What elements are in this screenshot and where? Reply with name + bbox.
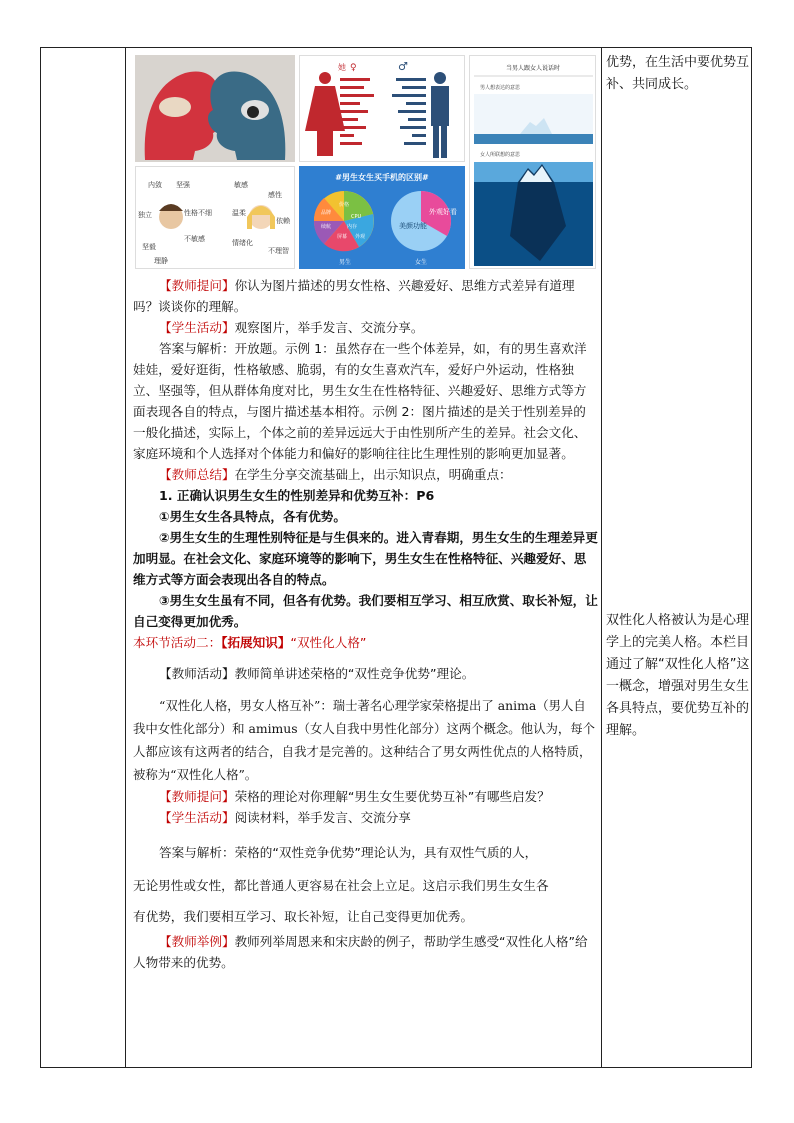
trait-female-2: 温柔 xyxy=(232,209,246,217)
text: 你认为图片描述的男女性格、兴趣爱好、思维方式差异有道理吗？谈谈你的理解。 xyxy=(133,278,575,314)
pie-left-label-5: 屏幕 xyxy=(337,234,348,240)
trait-male-2: 独立 xyxy=(138,211,152,219)
gender-figure-infographic xyxy=(299,55,465,162)
trait-female-5: 不理智 xyxy=(268,247,289,255)
answer-analysis-2-line3: 有优势，我们要相互学习、取长补短，让自己变得更加优秀。 xyxy=(133,909,474,924)
teacher-example xyxy=(133,931,598,973)
pie-left-label-3: 品牌 xyxy=(321,210,332,216)
trait-male-6: 理静 xyxy=(154,257,168,265)
pie-left-label-1: CPU xyxy=(351,214,362,220)
title: “双性化人格” xyxy=(290,635,367,650)
female-label: 她 xyxy=(338,63,346,72)
tag: 【教师提问】 xyxy=(159,789,235,804)
iceberg-top-label: 男人想表达的意思 xyxy=(480,85,521,91)
text: 阅读材料，举手发言、交流分享 xyxy=(234,810,411,825)
answer-analysis-1: 答案与解析：开放题。示例 1：虽然存在一些个体差异，如，有的男生喜欢洋娃娃，爱好逛街，性格敏感、脆弱，有的女生喜欢汽车，爱好户外运动，性格独立、坚强等，但从群体角度对比，男生女生在性格特征、兴趣爱好、思维方式等方面表现各自的特点，与图片描述基本相符。示例 2：图片描述的是关于性别差异的一般化描述，实际上，个体之前的差异远远大于由性别所产生的差异。社会文化、家庭环境和个人选择对个体能力和偏好的影响往往比生理性别的影响更加显著。 xyxy=(133,341,587,461)
tag: 【学生活动】 xyxy=(159,320,235,335)
trait-male-3: 性格不细 xyxy=(184,209,212,217)
tag: 【教师举例】 xyxy=(159,934,235,949)
text: 观察图片，举手发言、交流分享。 xyxy=(234,320,424,335)
pie-right-label-0: 外观好看 xyxy=(429,208,457,216)
pie-left-label-4: 续航 xyxy=(321,224,332,230)
tag: 【教师总结】 xyxy=(159,467,235,482)
answer-analysis-2-line2: 无论男性或女性，都比普通人更容易在社会上立足。这启示我们男生女生各 xyxy=(133,878,549,893)
jung-quote: “双性化人格，男女人格互补”：瑞士著名心理学家荣格提出了 anima（男人自我中女性化部分）和 amimus（女人自我中男性化部分）这两个概念。他认为，每个人都应该有这两者的结合，自我才是完善的。这种结合了男女两性优点的人格特质，被称为“双性化人格”。 xyxy=(133,698,596,782)
brain-silhouette-image xyxy=(135,55,295,162)
knowledge-point-3: ③男生女生虽有不同，但各有优势。我们要相互学习、相互欣赏、取长补短，让自己变得更加优秀。 xyxy=(133,593,598,629)
pie-left-label-6: 外观 xyxy=(355,234,366,240)
side-note-1: 优势，在生活中要优势互补、共同成长。 xyxy=(606,55,750,92)
phone-title: #男生女生买手机的区别# xyxy=(335,173,429,182)
pie-right-label-1: 美颜功能 xyxy=(399,222,427,230)
trait-female-1: 感性 xyxy=(268,191,282,199)
knowledge-point-1: ①男生女生各具特点，各有优势。 xyxy=(159,509,346,524)
trait-male-0: 内敛 xyxy=(148,181,162,189)
trait-male-5: 坚毅 xyxy=(142,243,156,251)
text: 教师列举周恩来和宋庆龄的例子，帮助学生感受“双性化人格”给人物带来的优势。 xyxy=(133,934,588,970)
knowledge-point-title: 1. 正确认识男生女生的性别差异和优势互补：P6 xyxy=(159,488,435,503)
phone-male-label: 男生 xyxy=(339,259,352,266)
phone-purchase-image xyxy=(299,166,465,269)
trait-male-1: 坚强 xyxy=(176,181,190,189)
image-collage xyxy=(133,53,598,271)
prefix: 本环节活动二： xyxy=(133,635,222,650)
answer-analysis-2-line1: 答案与解析：荣格的“双性竞争优势”理论认为，具有双性气质的人， xyxy=(159,845,538,860)
trait-female-4: 情绪化 xyxy=(232,239,253,247)
student-activity-2 xyxy=(133,807,598,828)
knowledge-point-2: ②男生女生的生理性别特征是与生俱来的。进入青春期，男生女生的生理差异更加明显。在社会文化、家庭环境等的影响下，男生女生在性格特征、兴趣爱好、思维方式等方面会表现出各自的特点。 xyxy=(133,530,598,587)
trait-female-3: 依赖 xyxy=(276,217,290,225)
female-symbol: ♀ xyxy=(350,63,357,73)
iceberg-bottom-label: 女人所联想的意思 xyxy=(480,152,521,158)
iceberg-title: 当男人跟女人说话时 xyxy=(505,65,561,72)
teacher-summary xyxy=(133,464,598,485)
text: 在学生分享交流基础上，出示知识点，明确重点： xyxy=(234,467,512,482)
side-note-2: 双性化人格被认为是心理学上的完美人格。本栏目通过了解“双性化人格”这一概念，增强对男生女生各具特点，要优势互补的理解。 xyxy=(606,613,750,738)
tag: 【教师提问】 xyxy=(159,278,235,293)
teacher-question-1 xyxy=(133,275,598,317)
column-divider-left xyxy=(125,48,126,1067)
trait-male-4: 不敏感 xyxy=(184,235,205,243)
male-symbol: ♂ xyxy=(398,60,408,73)
trait-female-0: 敏感 xyxy=(234,181,248,189)
iceberg-image xyxy=(469,55,596,269)
tag: 【拓展知识】 xyxy=(221,635,291,650)
teacher-activity: 【教师活动】教师简单讲述荣格的“双性竞争优势”理论。 xyxy=(159,666,475,681)
tag: 【学生活动】 xyxy=(159,810,235,825)
activity-two-heading xyxy=(133,632,598,653)
student-activity-1 xyxy=(133,317,598,338)
teacher-question-2 xyxy=(133,786,598,807)
pie-left-label-2: 内存 xyxy=(347,224,358,230)
pie-left-label-0: 价格 xyxy=(339,202,350,208)
text: 荣格的理论对你理解“男生女生要优势互补”有哪些启发？ xyxy=(234,789,550,804)
phone-female-label: 女生 xyxy=(415,259,428,266)
column-divider-right xyxy=(601,48,602,1067)
main-column xyxy=(133,53,598,973)
personality-traits-image xyxy=(135,166,295,269)
